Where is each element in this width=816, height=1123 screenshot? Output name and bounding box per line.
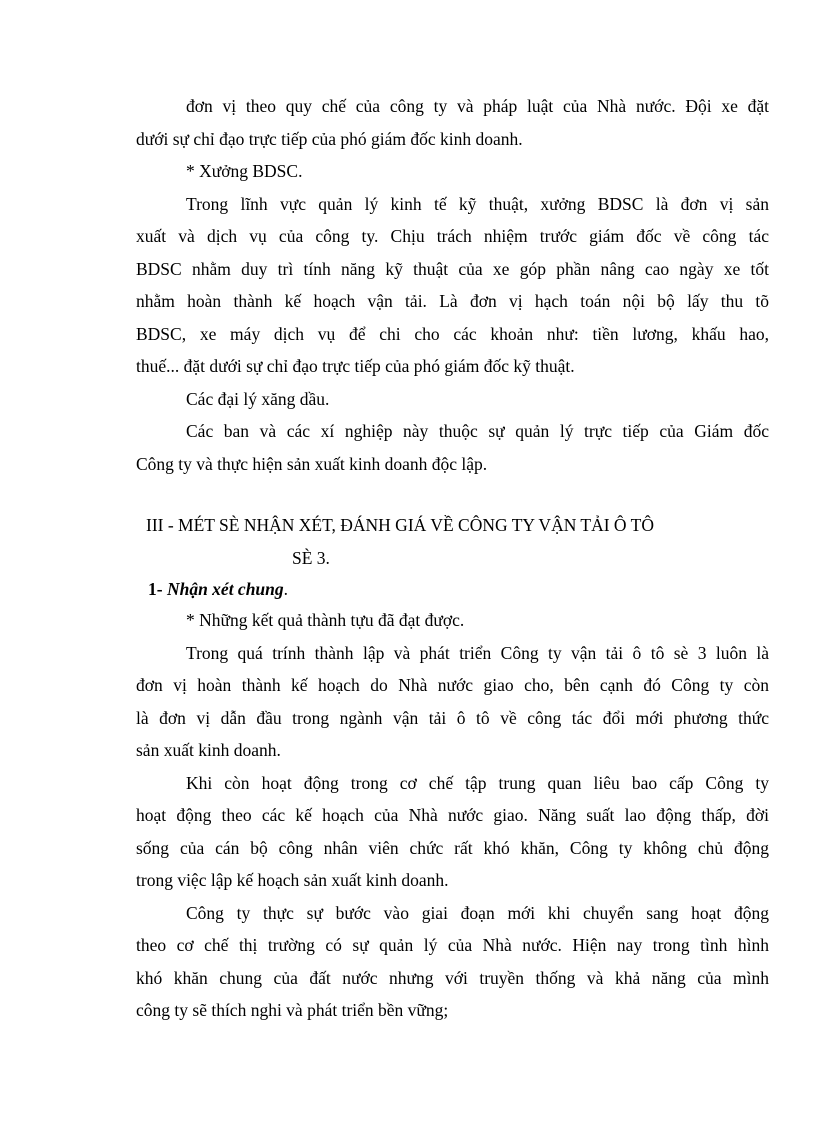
paragraph-line: là đơn vị dẫn đầu trong ngành vận tải ô tô về công tác đổi mới phương thức <box>136 707 769 728</box>
paragraph-line: công ty sẽ thích nghi và phát triển bền vững; <box>136 1000 449 1020</box>
paragraph-line: Các ban và các xí nghiệp này thuộc sự quản lý trực tiếp của Giám đốc <box>186 421 769 441</box>
paragraph-line: đơn vị hoàn thành kế hoạch do Nhà nước giao cho, bên cạnh đó Công ty còn <box>136 675 769 695</box>
body-text-bottom <box>136 604 769 1027</box>
paragraph-line: sống của cán bộ công nhân viên chức rất khó khăn, Công ty không chủ động <box>136 837 769 858</box>
section-heading: III - MÉT SÈ NHẬN XÉT, ĐÁNH GIÁ VỀ CÔNG TY VẬN TẢI Ô TÔ <box>146 515 654 535</box>
subsection-number: 1- <box>148 579 163 599</box>
paragraph-line: Trong lĩnh vực quản lý kinh tế kỹ thuật, xưởng BDSC là đơn vị sản <box>186 193 769 214</box>
paragraph-line: BDSC nhằm duy trì tính năng kỹ thuật của xe góp phần nâng cao ngày xe tốt <box>136 258 769 279</box>
paragraph-line: Công ty và thực hiện sản xuất kinh doanh độc lập. <box>136 453 488 474</box>
subheading-workshop: * Xưởng BDSC. <box>186 161 303 181</box>
paragraph-line: theo cơ chế thị trường có sự quản lý của Nhà nước. Hiện nay trong tình hình <box>136 935 769 955</box>
subsection-period: . <box>283 579 289 599</box>
paragraph-line: xuất và dịch vụ của công ty. Chịu trách nhiệm trước giám đốc về công tác <box>136 226 769 246</box>
section-heading-continued: SÈ 3. <box>292 548 330 568</box>
paragraph-line: BDSC, xe máy dịch vụ để chi cho các khoản như: tiền lương, khấu hao, <box>136 323 769 344</box>
body-text-top <box>136 90 769 480</box>
paragraph-line: sản xuất kinh doanh. <box>136 740 281 760</box>
paragraph-line: hoạt động theo các kế hoạch của Nhà nước giao. Năng suất lao động thấp, đời <box>136 805 769 825</box>
paragraph-line: dưới sự chỉ đạo trực tiếp của phó giám đốc kinh doanh. <box>136 128 523 149</box>
paragraph-line: Trong quá trính thành lập và phát triển Công ty vận tải ô tô sè 3 luôn là <box>186 642 769 663</box>
subheading-achievements: * Những kết quả thành tựu đã đạt được. <box>186 610 465 630</box>
paragraph-line: Các đại lý xăng dầu. <box>186 388 330 409</box>
subsection-heading <box>148 573 288 606</box>
paragraph-line: đơn vị theo quy chế của công ty và pháp luật của Nhà nước. Đội xe đặt <box>186 96 769 116</box>
paragraph-line: Khi còn hoạt động trong cơ chế tập trung quan liêu bao cấp Công ty <box>186 772 769 793</box>
subsection-title: Nhận xét chung <box>166 579 284 599</box>
paragraph-line: Công ty thực sự bước vào giai đoạn mới khi chuyển sang hoạt động <box>186 902 769 923</box>
paragraph-line: khó khăn chung của đất nước nhưng với truyền thống và khả năng của mình <box>136 967 769 988</box>
paragraph-line: nhằm hoàn thành kế hoạch vận tải. Là đơn vị hạch toán nội bộ lấy thu tõ <box>136 291 769 311</box>
paragraph-line: trong việc lập kế hoạch sản xuất kinh doanh. <box>136 870 449 890</box>
paragraph-line: thuế... đặt dưới sự chỉ đạo trực tiếp của phó giám đốc kỹ thuật. <box>136 356 575 376</box>
